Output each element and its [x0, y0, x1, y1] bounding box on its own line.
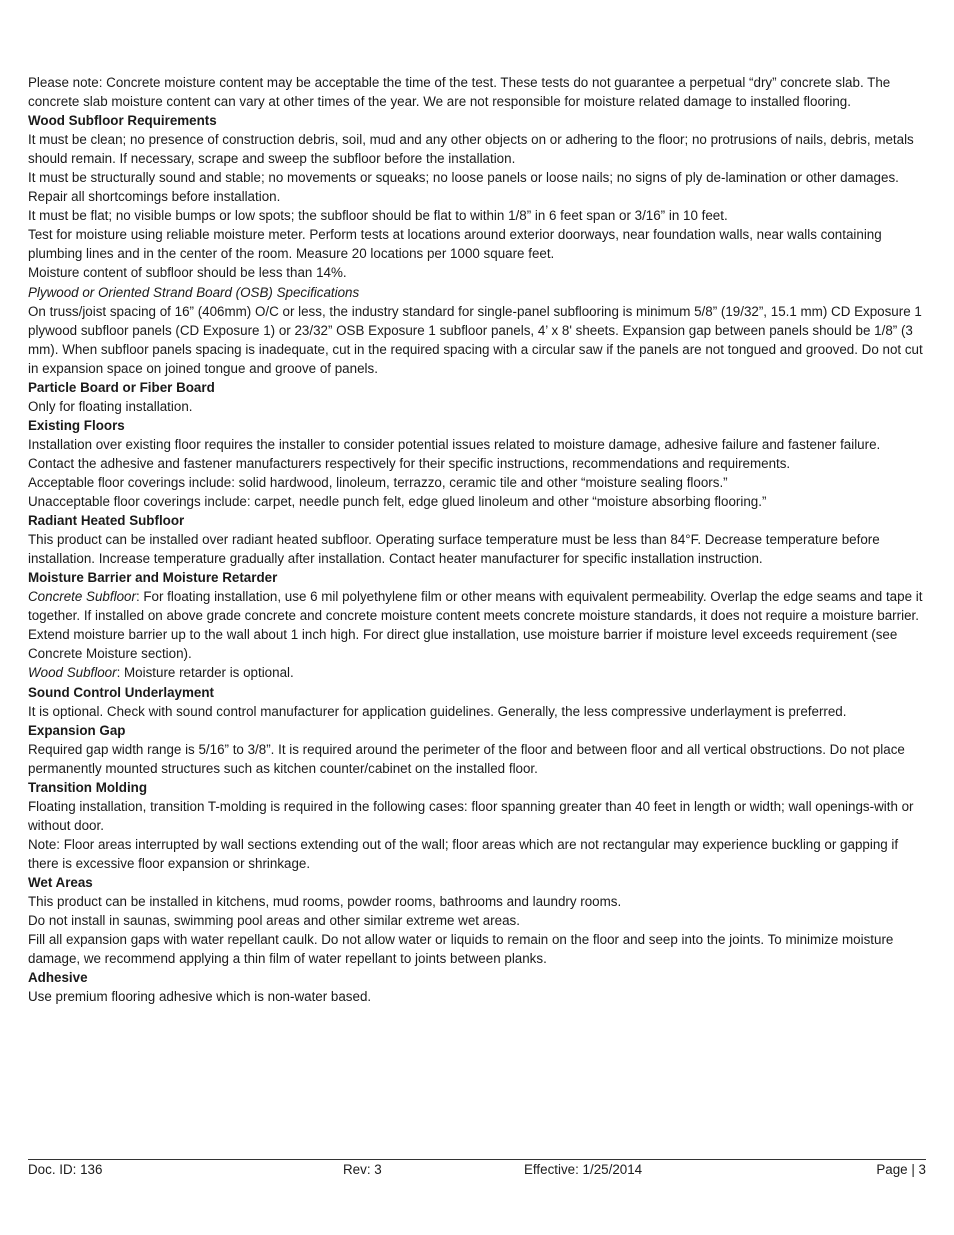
paragraph: This product can be installed in kitchens, mud rooms, powder rooms, bathrooms and laundry rooms.: [28, 894, 622, 910]
paragraph: Acceptable floor coverings include: solid hardwood, linoleum, terrazzo, ceramic tile and other “moisture sealing floors.”: [28, 474, 728, 490]
section-heading-radiant-heated: Radiant Heated Subfloor: [28, 513, 185, 529]
footer-revision: Rev: 3: [343, 1162, 382, 1177]
footer-page-number: Page | 3: [876, 1162, 926, 1177]
section-heading-existing-floors: Existing Floors: [28, 417, 125, 433]
section-heading-particle-board: Particle Board or Fiber Board: [28, 379, 215, 395]
paragraph: On truss/joist spacing of 16” (406mm) O/C or less, the industry standard for single-panel subflooring is minimum 5/8” (19/32”, 15.1 mm) CD Exposure 1 plywood subfloor panels (CD Exposure 1) or 23/32” OSB Exposure 1 subfloor panels, 4’ x 8' sheets. Expansion gap between panels should be 1/8” (3 mm). When subfloor panels spacing is inadequate, cut in the required spacing with a circular saw if the panels are not tongued and grooved. Do not cut in expansion space on joined tongue and groove of panels.: [28, 303, 923, 376]
inline-label-wood-subfloor: Wood Subfloor: [28, 665, 117, 681]
section-heading-expansion-gap: Expansion Gap: [28, 722, 126, 738]
section-heading-wet-areas: Wet Areas: [28, 874, 93, 890]
document-body: [28, 73, 928, 1006]
paragraph: Test for moisture using reliable moisture meter. Perform tests at locations around exterior doorways, near foundation walls, near walls containing plumbing lines and in the center of the room. Measure 20 locations per 1000 square feet.: [28, 227, 882, 262]
paragraph: Use premium flooring adhesive which is non-water based.: [28, 989, 372, 1005]
paragraph: Do not install in saunas, swimming pool areas and other similar extreme wet areas.: [28, 913, 520, 929]
section-heading-wood-subfloor: Wood Subfloor Requirements: [28, 113, 217, 129]
paragraph: It must be structurally sound and stable; no movements or squeaks; no loose panels or loose nails; no signs of ply de-lamination or other damages. Repair all shortcomings before installation.: [28, 170, 899, 205]
paragraph: Floating installation, transition T-molding is required in the following cases: floor spanning greater than 40 feet in length or width; wall openings-with or without door.: [28, 798, 914, 833]
section-heading-moisture-barrier: Moisture Barrier and Moisture Retarder: [28, 570, 278, 586]
moisture-note: Please note: Concrete moisture content may be acceptable the time of the test. These tests do not guarantee a perpetual “dry” concrete slab. The concrete slab moisture content can vary at other times of the year. We are not responsible for moisture related damage to installed flooring.: [28, 75, 891, 110]
paragraph: Unacceptable floor coverings include: carpet, needle punch felt, edge glued linoleum and other “moisture absorbing flooring.”: [28, 494, 767, 510]
paragraph: Only for floating installation.: [28, 398, 193, 414]
section-heading-adhesive: Adhesive: [28, 970, 88, 986]
paragraph: Fill all expansion gaps with water repellant caulk. Do not allow water or liquids to remain on the floor and seep into the joints. To minimize moisture damage, we recommend applying a thin film of water repellant to joints between planks.: [28, 932, 894, 967]
inline-text: : For floating installation, use 6 mil polyethylene film or other means with equivalent permeability. Overlap the edge seams and tape it together. If installed on above grade concrete and concrete moisture content meets concrete moisture standards, it does not require a moisture barrier. Extend moisture barrier up to the wall about 1 inch high. For direct glue installation, use moisture barrier if moisture level exceeds requirement (see Concrete Moisture section).: [28, 589, 923, 662]
section-heading-sound-control: Sound Control Underlayment: [28, 684, 214, 700]
inline-text: : Moisture retarder is optional.: [116, 665, 294, 681]
page-footer: [28, 1159, 926, 1182]
paragraph: It must be clean; no presence of construction debris, soil, mud and any other objects on or adhering to the floor; no protrusions of nails, debris, metals should remain. If necessary, scrape and sweep the subfloor before the installation.: [28, 132, 914, 167]
inline-label-concrete-subfloor: Concrete Subfloor: [28, 589, 136, 605]
paragraph: Required gap width range is 5/16” to 3/8”. It is required around the perimeter of the floor and between floor and all vertical obstructions. Do not place permanently mounted structures such as kitchen counter/cabinet on the installed floor.: [28, 741, 905, 776]
paragraph: [28, 663, 928, 682]
paragraph: Note: Floor areas interrupted by wall sections extending out of the wall; floor areas which are not rectangular may experience buckling or gapping if there is excessive floor expansion or shrinkage.: [28, 836, 899, 871]
section-heading-transition-molding: Transition Molding: [28, 779, 148, 795]
paragraph: It must be flat; no visible bumps or low spots; the subfloor should be flat to within 1/8” in 6 feet span or 3/16” in 10 feet.: [28, 208, 728, 224]
paragraph: This product can be installed over radiant heated subfloor. Operating surface temperature must be less than 84°F. Decrease temperature before installation. Increase temperature gradually after installation. Contact heater manufacturer for specific installation instruction.: [28, 532, 880, 567]
footer-effective-date: Effective: 1/25/2014: [524, 1162, 643, 1177]
subheading-osb: Plywood or Oriented Strand Board (OSB) Specifications: [28, 284, 360, 300]
footer-doc-id: Doc. ID: 136: [28, 1162, 103, 1177]
paragraph: It is optional. Check with sound control manufacturer for application guidelines. Generally, the less compressive underlayment is preferred.: [28, 703, 847, 719]
paragraph: Installation over existing floor requires the installer to consider potential issues related to moisture damage, adhesive failure and fastener failure. Contact the adhesive and fastener manufacturers respectively for their specific instructions, recommendations and requirements.: [28, 436, 881, 471]
paragraph: [28, 587, 928, 663]
paragraph: Moisture content of subfloor should be less than 14%.: [28, 265, 347, 281]
